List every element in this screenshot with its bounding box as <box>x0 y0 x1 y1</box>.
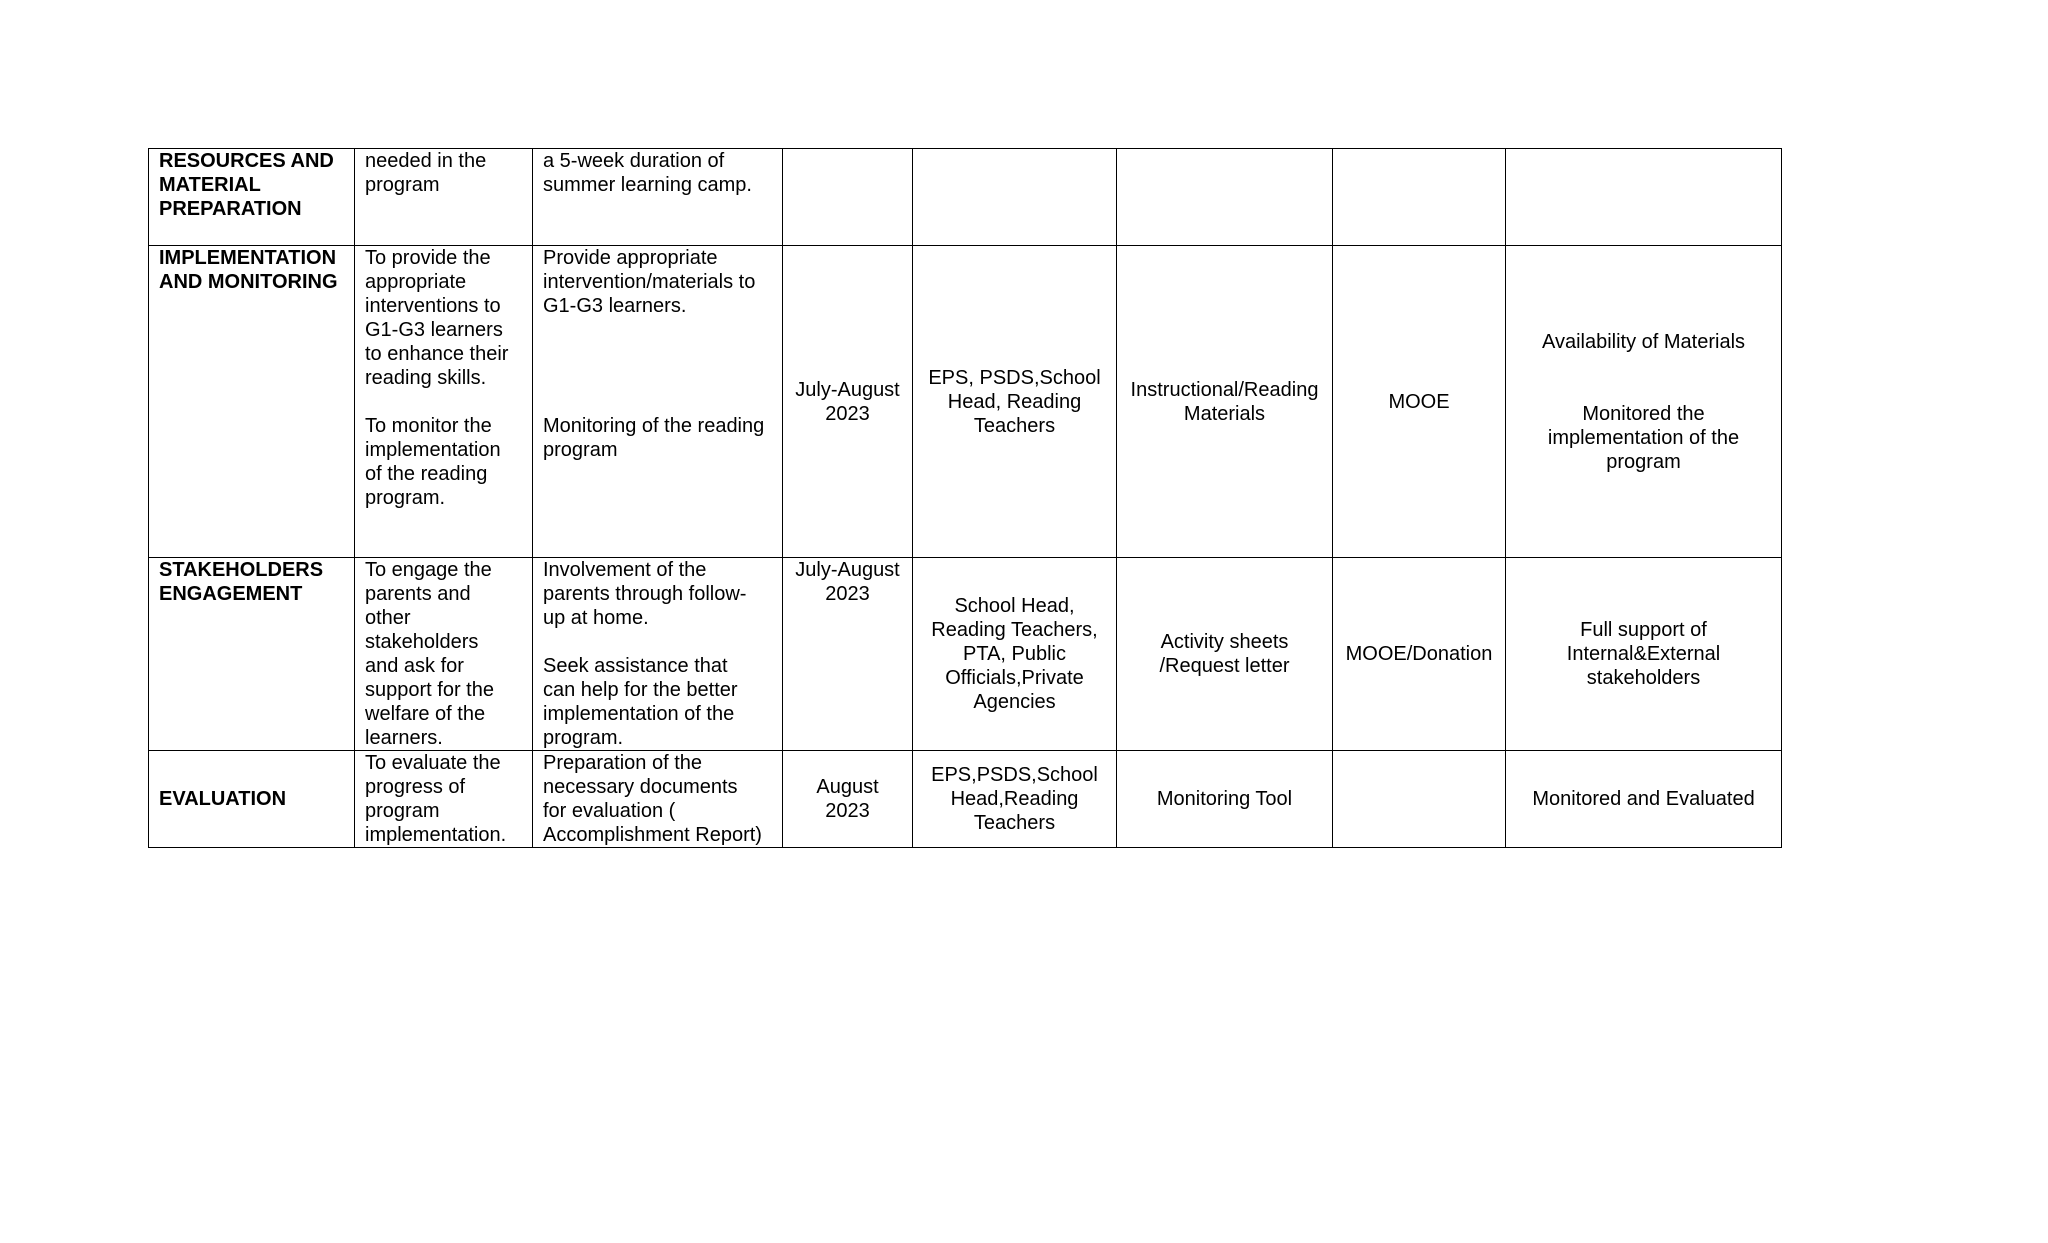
phase-cell <box>149 558 355 751</box>
timeframe-text: August 2023 <box>816 776 879 822</box>
phase-label: RESOURCES AND MATERIAL PREPARATION <box>159 150 334 220</box>
timeframe-cell <box>783 149 913 246</box>
phase-label: EVALUATION <box>159 788 287 810</box>
objective-cell <box>355 751 533 848</box>
activity-text: Preparation of the necessary documents for evaluation ( Accomplishment Report) <box>543 752 762 846</box>
persons-involved-cell <box>913 751 1117 848</box>
phase-label: IMPLEMENTATION AND MONITORING <box>159 247 338 293</box>
success-indicator-cell <box>1506 751 1782 848</box>
timeframe-text: July-August 2023 <box>795 378 900 425</box>
budget-cell <box>1333 558 1506 751</box>
activity-text: Involvement of the parents through follow- up at home. <box>543 559 747 629</box>
objective-text: needed in the program <box>365 150 487 196</box>
budget-text: MOOE/Donation <box>1345 643 1493 665</box>
table-row <box>149 149 1782 246</box>
resources-text: Monitoring Tool <box>1156 788 1293 810</box>
persons-involved-text: EPS, PSDS,School Head, Reading Teachers <box>928 366 1101 437</box>
activity-cell <box>533 246 783 558</box>
success-indicator-cell <box>1506 558 1782 751</box>
action-plan-table <box>148 148 1782 848</box>
activity-cell <box>533 149 783 246</box>
budget-cell <box>1333 246 1506 558</box>
timeframe-cell <box>783 558 913 751</box>
phase-cell <box>149 246 355 558</box>
objective-text: To engage the parents and other stakeholders and ask for support for the welfare of the learners. <box>365 559 494 749</box>
activity-text: Monitoring of the reading program <box>543 415 765 461</box>
budget-cell <box>1333 149 1506 246</box>
table-row <box>149 558 1782 751</box>
activity-cell <box>533 558 783 751</box>
activity-text: Provide appropriate intervention/materials to G1-G3 learners. <box>543 247 756 317</box>
timeframe-cell <box>783 751 913 848</box>
persons-involved-cell <box>913 558 1117 751</box>
resources-cell <box>1117 751 1333 848</box>
success-indicator-cell <box>1506 149 1782 246</box>
resources-cell <box>1117 246 1333 558</box>
phase-cell <box>149 149 355 246</box>
objective-text: To evaluate the progress of program implementation. <box>365 752 507 846</box>
table-row <box>149 751 1782 848</box>
resources-cell <box>1117 149 1333 246</box>
success-indicator-text: Availability of Materials <box>1541 330 1746 353</box>
objective-text: To monitor the implementation of the reading program. <box>365 415 501 509</box>
timeframe-cell <box>783 246 913 558</box>
resources-text: Instructional/Reading Materials <box>1130 378 1319 425</box>
persons-involved-cell <box>913 246 1117 558</box>
success-indicator-text: Monitored the implementation of the program <box>1547 402 1740 473</box>
resources-text: Activity sheets /Request letter <box>1159 631 1290 677</box>
success-indicator-text: Monitored and Evaluated <box>1532 788 1755 810</box>
activity-cell <box>533 751 783 848</box>
objective-cell <box>355 246 533 558</box>
persons-involved-cell <box>913 149 1117 246</box>
resources-cell <box>1117 558 1333 751</box>
objective-text: To provide the appropriate interventions to G1-G3 learners to enhance their reading skills. <box>365 247 509 389</box>
objective-cell <box>355 558 533 751</box>
activity-text: a 5-week duration of summer learning camp. <box>543 150 752 196</box>
success-indicator-cell <box>1506 246 1782 558</box>
phase-cell <box>149 751 355 848</box>
budget-text: MOOE <box>1388 390 1450 413</box>
success-indicator-text: Full support of Internal&External stakeholders <box>1566 619 1721 689</box>
objective-cell <box>355 149 533 246</box>
persons-involved-text: EPS,PSDS,School Head,Reading Teachers <box>931 764 1098 834</box>
phase-label: STAKEHOLDERS ENGAGEMENT <box>159 559 324 605</box>
activity-text: Seek assistance that can help for the better implementation of the program. <box>543 655 738 749</box>
persons-involved-text: School Head, Reading Teachers, PTA, Public Officials,Private Agencies <box>931 595 1098 713</box>
table-row <box>149 246 1782 558</box>
timeframe-text: July-August 2023 <box>795 559 900 605</box>
budget-cell <box>1333 751 1506 848</box>
